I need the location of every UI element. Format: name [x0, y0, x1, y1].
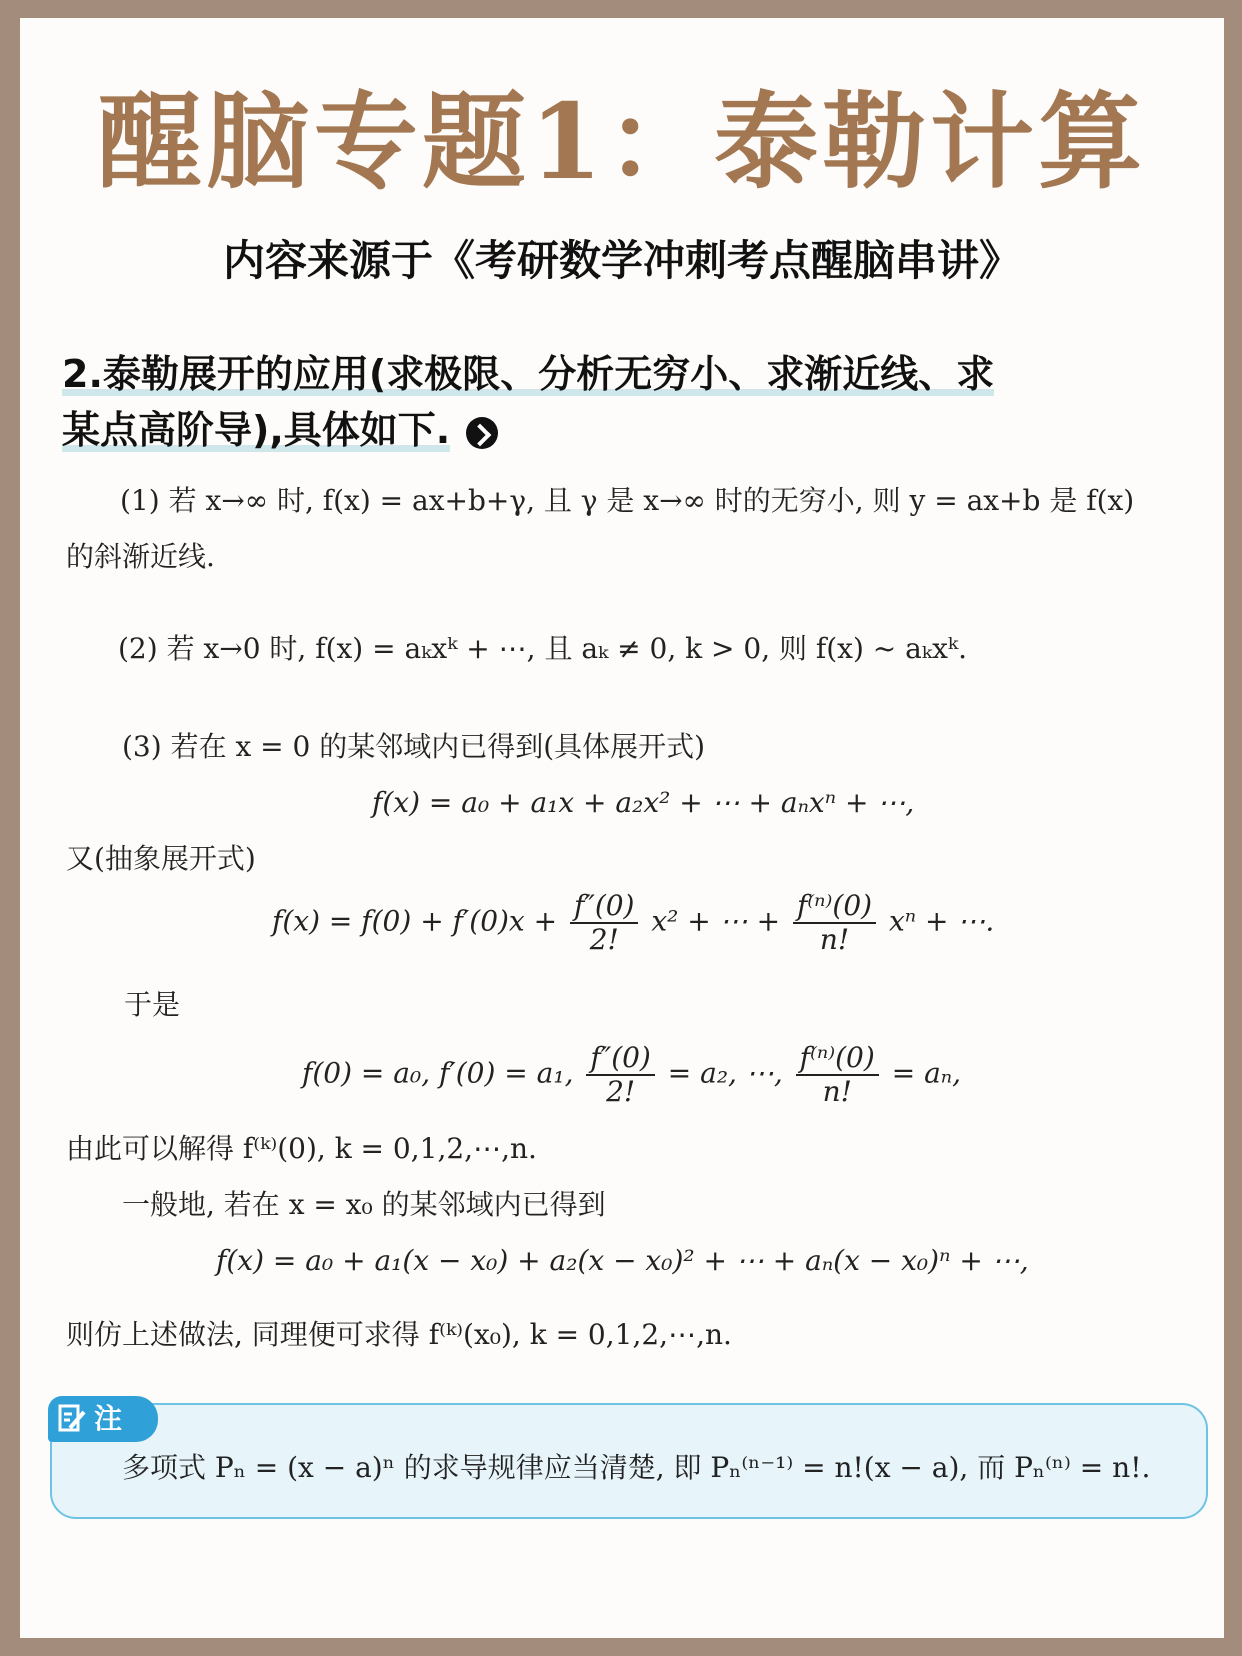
section-heading: [62, 346, 1182, 458]
item1-line1: (1) 若 x→∞ 时, f(x) = ax+b+γ, 且 γ 是 x→∞ 时的无穷小, 则 y = ax+b 是 f(x): [120, 484, 1135, 517]
item3-also: 又(抽象展开式): [66, 842, 256, 875]
item3-thus: 于是: [124, 988, 181, 1021]
eq2-frac2-numerator: f⁽ⁿ⁾(0): [793, 890, 876, 924]
eq2-right: xⁿ + ⋯.: [888, 904, 995, 938]
item3-conclusion: 则仿上述做法, 同理便可求得 f⁽ᵏ⁾(x₀), k = 0,1,2,⋯,n.: [66, 1318, 732, 1351]
item1-line2: 的斜渐近线.: [66, 540, 215, 573]
eq2-frac1-denominator: 2!: [589, 923, 619, 957]
eq3-fraction-1: [586, 1042, 654, 1108]
eq2-fraction-1: [570, 890, 638, 956]
eq3-mid: = a₂, ⋯,: [667, 1056, 783, 1090]
pencil-note-icon: [58, 1404, 86, 1434]
play-arrow-icon: [466, 417, 498, 449]
note-box: [50, 1403, 1208, 1519]
item2-text: (2) 若 x→0 时, f(x) = aₖxᵏ + ⋯, 且 aₖ ≠ 0, k > 0, 则 f(x) ~ aₖxᵏ.: [118, 632, 967, 665]
eq2-mid: x² + ⋯ +: [651, 904, 781, 938]
note-tag: [48, 1396, 158, 1442]
item3-eq3: [302, 1042, 961, 1108]
eq3-right: = aₙ,: [891, 1056, 962, 1090]
eq3-frac1-numerator: f″(0): [586, 1042, 654, 1076]
page-title: 醒脑专题1：泰勒计算: [97, 80, 1147, 203]
page-card: [20, 18, 1224, 1638]
item3-solve: 由此可以解得 f⁽ᵏ⁾(0), k = 0,1,2,⋯,n.: [66, 1132, 537, 1165]
eq3-frac1-denominator: 2!: [606, 1075, 636, 1109]
eq2-frac1-numerator: f″(0): [570, 890, 638, 924]
eq3-fraction-2: [796, 1042, 879, 1108]
item3-eq4: f(x) = a₀ + a₁(x − x₀) + a₂(x − x₀)² + ⋯ + aₙ(x − x₀)ⁿ + ⋯,: [216, 1244, 1029, 1277]
eq3-frac2-denominator: n!: [822, 1075, 852, 1109]
eq2-fraction-2: [793, 890, 876, 956]
section-heading-line1: 2.泰勒展开的应用(求极限、分析无穷小、求渐近线、求: [62, 352, 995, 396]
item3-eq2: [272, 890, 994, 956]
eq2-frac2-denominator: n!: [819, 923, 850, 957]
item3-eq1: f(x) = a₀ + a₁x + a₂x² + ⋯ + aₙxⁿ + ⋯,: [372, 786, 915, 819]
page-subtitle: 内容来源于《考研数学冲刺考点醒脑串讲》: [222, 236, 1021, 285]
eq3-left: f(0) = a₀, f′(0) = a₁,: [302, 1056, 574, 1090]
note-text: 多项式 Pₙ = (x − a)ⁿ 的求导规律应当清楚, 即 Pₙ⁽ⁿ⁻¹⁾ = n!(x − a), 而 Pₙ⁽ⁿ⁾ = n!.: [122, 1451, 1151, 1484]
item3-general: 一般地, 若在 x = x₀ 的某邻域内已得到: [122, 1188, 606, 1221]
note-tag-label: 注: [94, 1402, 123, 1435]
eq2-left: f(x) = f(0) + f′(0)x +: [272, 904, 558, 938]
eq3-frac2-numerator: f⁽ⁿ⁾(0): [796, 1042, 879, 1076]
item3-intro: (3) 若在 x = 0 的某邻域内已得到(具体展开式): [122, 730, 706, 763]
section-heading-line2: 某点高阶导),具体如下.: [62, 408, 451, 452]
